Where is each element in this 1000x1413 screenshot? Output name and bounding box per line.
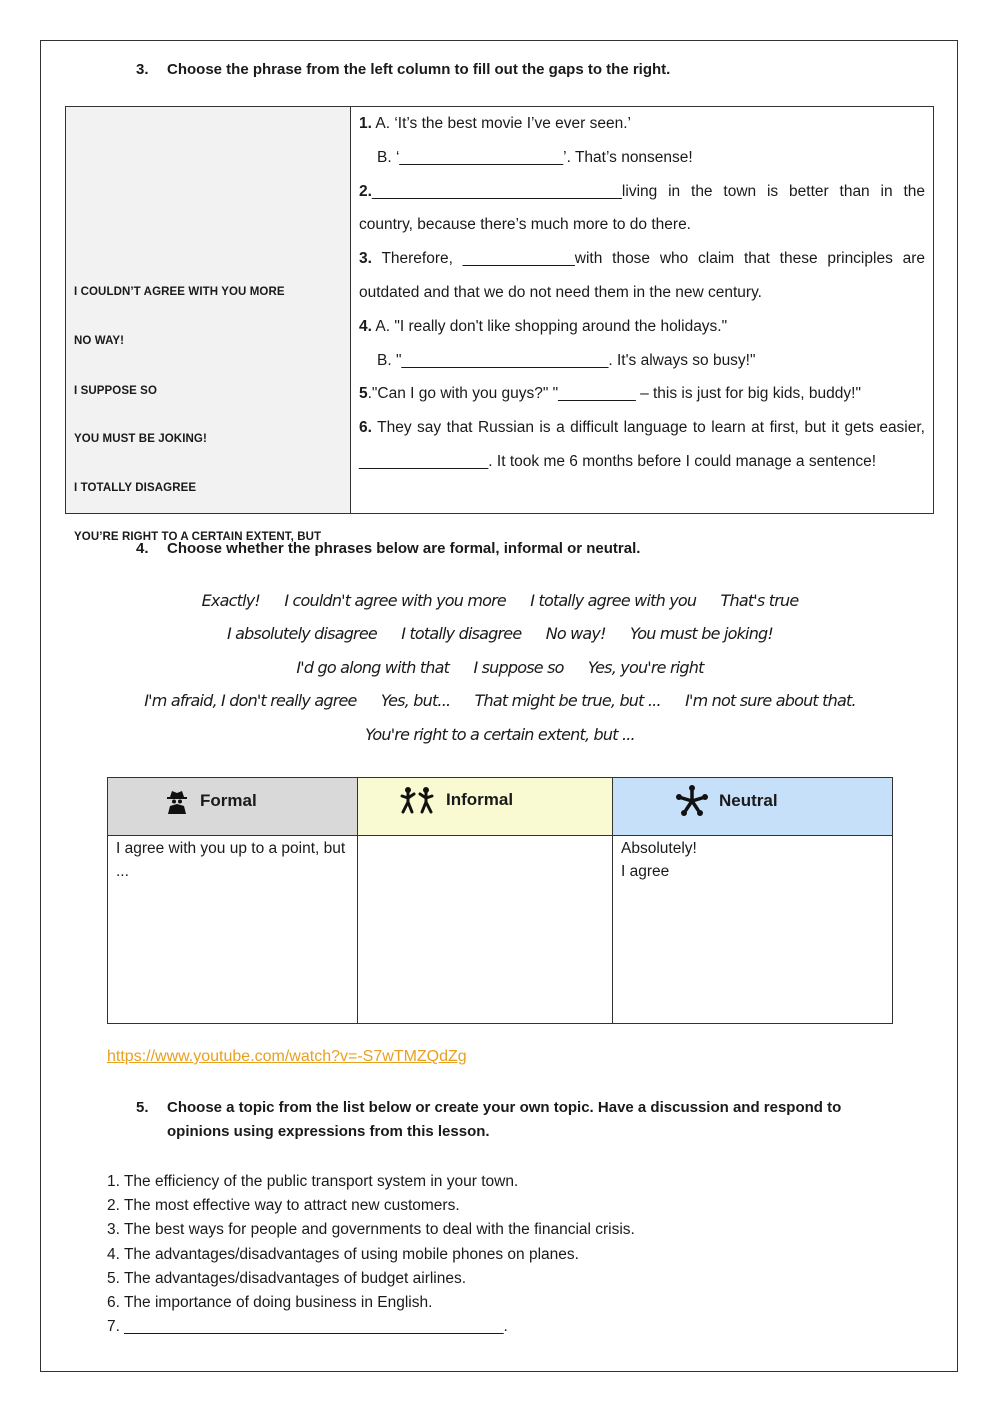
people-circle-icon [675, 784, 709, 818]
phrase-chip[interactable]: Yes, you're right [587, 657, 704, 677]
phrase-chip[interactable]: I suppose so [473, 657, 564, 677]
gap-item-3[interactable]: 3. Therefore, _____________with those who claim that these principles are outdated and that we do not need them in the new century. [359, 250, 925, 301]
phrase-chip[interactable]: I totally disagree [401, 624, 522, 644]
gap-item-1b[interactable]: B. ‘___________________’. That’s nonsense! [377, 148, 693, 166]
topic-item[interactable]: 7. ____________________________________________. [107, 1318, 508, 1336]
phrase-row [0, 684, 1000, 717]
phrase-option[interactable]: I COULDN’T AGREE WITH YOU MORE [74, 286, 285, 298]
neutral-column-header: Neutral [613, 778, 893, 836]
phrase-option[interactable]: YOU MUST BE JOKING! [74, 433, 207, 445]
phrase-row [0, 617, 1000, 650]
topic-item[interactable]: 2. The most effective way to attract new customers. [107, 1197, 460, 1215]
people-dancing-icon [400, 786, 436, 814]
phrase-row [0, 584, 1000, 617]
exercise-5-heading: 5. Choose a topic from the list below or create your own topic. Have a discussion and respond to opinions using expressions from this lesson. [136, 1099, 842, 1140]
topic-list [107, 1170, 635, 1339]
phrase-bank [0, 584, 1000, 751]
classification-table [107, 777, 893, 1024]
topic-item[interactable]: 4. The advantages/disadvantages of using mobile phones on planes. [107, 1245, 579, 1263]
gap-item-6[interactable]: 6. They say that Russian is a difficult language to learn at first, but it gets easier, _______________. It took me 6 months before I could manage a sentence! [359, 419, 925, 470]
spy-icon [164, 788, 190, 814]
formal-entry: I agree with you up to a point, but ... [116, 840, 346, 880]
exercise-4-heading: 4. Choose whether the phrases below are formal, informal or neutral. [136, 540, 641, 557]
phrase-chip[interactable]: That might be true, but ... [474, 691, 661, 711]
informal-column-header: Informal [358, 778, 613, 836]
gap-item-1: 1. A. ‘It’s the best movie I’ve ever seen.’ [359, 115, 631, 132]
phrase-option[interactable]: NO WAY! [74, 335, 125, 347]
informal-entries-cell[interactable] [358, 836, 613, 1024]
neutral-entry: I agree [621, 862, 670, 880]
neutral-entry: Absolutely! [621, 840, 697, 857]
phrase-chip[interactable]: I'm not sure about that. [685, 691, 856, 711]
phrase-chip[interactable]: I couldn't agree with you more [284, 591, 506, 610]
phrase-option[interactable]: I TOTALLY DISAGREE [74, 482, 197, 494]
gap-item-5[interactable]: 5."Can I go with you guys?" "_________ – this is just for big kids, buddy!" [359, 385, 861, 403]
phrase-option[interactable]: YOU’RE RIGHT TO A CERTAIN EXTENT, BUT [74, 531, 322, 543]
phrase-column [66, 107, 351, 543]
phrase-chip[interactable]: Exactly! [201, 591, 261, 610]
formal-column-header: Formal [108, 778, 358, 836]
phrase-chip[interactable]: Yes, but... [380, 691, 451, 711]
neutral-entries-cell[interactable] [613, 836, 893, 1024]
formal-entries-cell[interactable] [108, 836, 358, 1024]
phrase-chip[interactable]: I absolutely disagree [226, 624, 377, 644]
gap-item-4b[interactable]: B. "________________________. It's always so busy!" [377, 351, 756, 369]
exercise-3-table [65, 106, 934, 543]
phrase-row [0, 718, 1000, 751]
exercise-3-heading: 3. Choose the phrase from the left column to fill out the gaps to the right. [136, 61, 671, 78]
phrase-chip[interactable]: I totally agree with you [530, 591, 697, 610]
gap-item-2[interactable]: 2._____________________________living in the town is better than in the country, because there’s much more to do there. [359, 182, 925, 234]
gap-fill-column [351, 107, 933, 513]
phrase-chip[interactable]: I'd go along with that [296, 657, 450, 677]
phrase-row [0, 651, 1000, 684]
phrase-chip[interactable]: You're right to a certain extent, but ... [365, 724, 635, 744]
phrase-chip[interactable]: You must be joking! [630, 624, 774, 644]
gap-item-4: 4. A. "I really don't like shopping around the holidays." [359, 317, 728, 335]
phrase-option[interactable]: I SUPPOSE SO [74, 385, 158, 397]
topic-item[interactable]: 6. The importance of doing business in English. [107, 1294, 433, 1312]
topic-item[interactable]: 1. The efficiency of the public transport system in your town. [107, 1173, 519, 1190]
phrase-chip[interactable]: No way! [545, 624, 606, 644]
youtube-link[interactable]: https://www.youtube.com/watch?v=-S7wTMZQdZg [107, 1048, 467, 1065]
topic-item[interactable]: 5. The advantages/disadvantages of budget airlines. [107, 1269, 467, 1287]
topic-item[interactable]: 3. The best ways for people and governments to deal with the financial crisis. [107, 1221, 635, 1239]
phrase-chip[interactable]: I'm afraid, I don't really agree [144, 691, 357, 711]
phrase-chip[interactable]: That's true [720, 591, 799, 610]
